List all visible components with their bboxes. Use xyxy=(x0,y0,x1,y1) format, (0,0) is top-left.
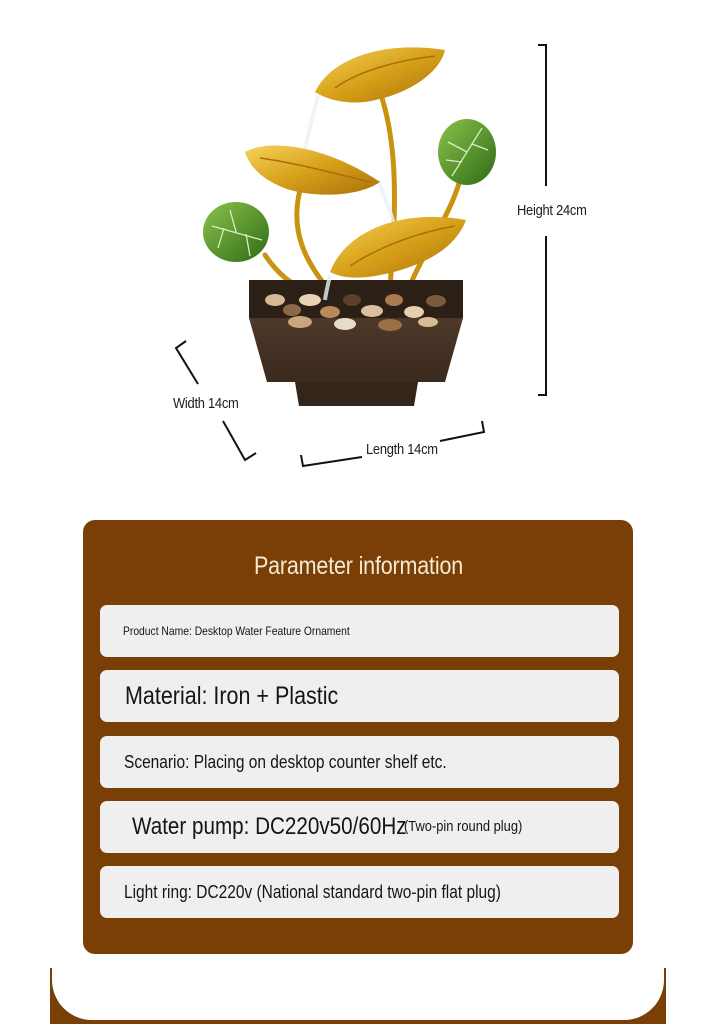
fountain-illustration xyxy=(0,0,717,480)
gold-leaf-middle xyxy=(245,146,380,195)
gold-leaf-top xyxy=(315,47,445,102)
bottom-rounded-cover xyxy=(52,960,664,1020)
green-leaf-left xyxy=(203,202,269,262)
panel-title: Parameter information xyxy=(253,552,464,580)
param-row-product-name xyxy=(100,605,619,657)
param-row-light-ring xyxy=(100,866,619,918)
width-label: Width 14cm xyxy=(173,395,239,412)
param-material-text: Material: Iron + Plastic xyxy=(125,682,339,710)
param-water-pump-note: (Two-pin round plug) xyxy=(404,818,523,835)
param-row-scenario xyxy=(100,736,619,788)
length-label: Length 14cm xyxy=(366,441,438,458)
param-row-material xyxy=(100,670,619,722)
green-leaf-right xyxy=(438,119,496,185)
param-light-ring-text: Light ring: DC220v (National standard two-pin flat plug) xyxy=(124,882,501,902)
param-water-pump-text: Water pump: DC220v50/60Hz xyxy=(132,813,407,840)
gold-leaf-bottom xyxy=(330,217,466,278)
param-row-water-pump xyxy=(100,801,619,853)
height-dimension-lines xyxy=(538,45,546,395)
height-label: Height 24cm xyxy=(517,202,587,219)
param-scenario-text: Scenario: Placing on desktop counter shelf etc. xyxy=(124,752,447,772)
param-product-name-text: Product Name: Desktop Water Feature Ornament xyxy=(123,624,350,638)
